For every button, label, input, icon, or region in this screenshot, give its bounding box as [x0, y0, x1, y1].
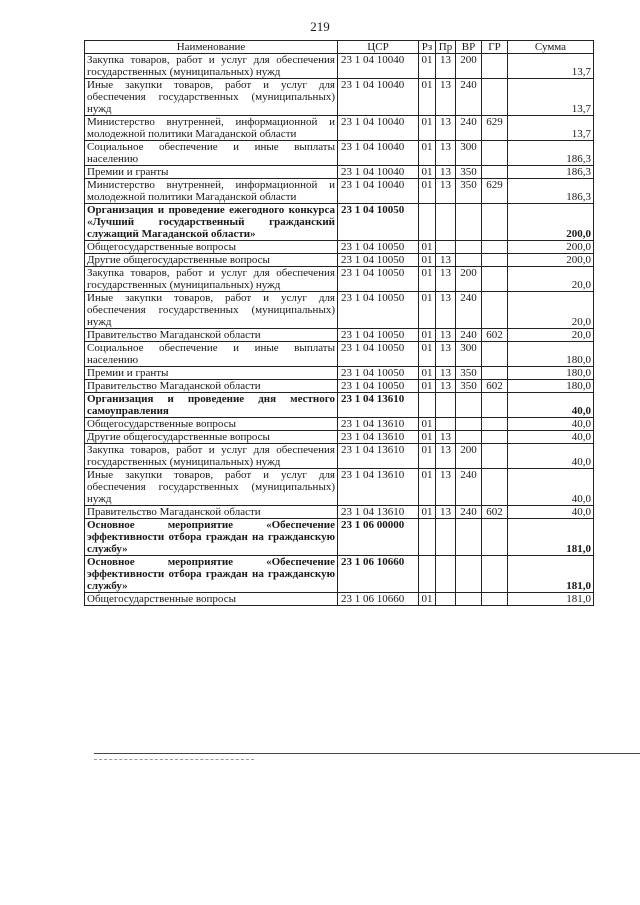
row-sum-cell: 200,0	[508, 204, 594, 241]
row-vr-cell: 240	[456, 329, 482, 342]
row-rz-cell: 01	[419, 342, 436, 367]
table-row	[85, 292, 594, 329]
table-row	[85, 519, 594, 556]
row-csr-cell: 23 1 04 10040	[338, 116, 419, 141]
row-pr-cell: 13	[436, 469, 456, 506]
row-name-cell: Правительство Магаданской области	[85, 380, 338, 393]
row-rz-cell: 01	[419, 444, 436, 469]
row-pr-cell: 13	[436, 367, 456, 380]
table-row	[85, 179, 594, 204]
row-rz-cell: 01	[419, 267, 436, 292]
row-vr-cell	[456, 418, 482, 431]
row-rz-cell: 01	[419, 292, 436, 329]
table-row	[85, 254, 594, 267]
row-sum-cell: 186,3	[508, 166, 594, 179]
row-pr-cell: 13	[436, 166, 456, 179]
scan-artifact-noise	[94, 759, 254, 760]
row-sum-cell: 200,0	[508, 254, 594, 267]
table-row	[85, 329, 594, 342]
row-csr-cell: 23 1 06 10660	[338, 556, 419, 593]
row-csr-cell: 23 1 04 13610	[338, 431, 419, 444]
header-csr: ЦСР	[338, 41, 419, 54]
row-gr-cell	[482, 342, 508, 367]
table-row	[85, 418, 594, 431]
row-vr-cell	[456, 241, 482, 254]
row-rz-cell: 01	[419, 166, 436, 179]
row-sum-cell: 186,3	[508, 141, 594, 166]
table-row	[85, 166, 594, 179]
row-sum-cell: 13,7	[508, 116, 594, 141]
row-gr-cell: 629	[482, 179, 508, 204]
row-vr-cell	[456, 393, 482, 418]
row-sum-cell: 40,0	[508, 393, 594, 418]
row-sum-cell: 13,7	[508, 79, 594, 116]
row-pr-cell	[436, 241, 456, 254]
row-rz-cell: 01	[419, 79, 436, 116]
table-row	[85, 393, 594, 418]
row-rz-cell	[419, 519, 436, 556]
row-name-cell: Закупка товаров, работ и услуг для обеспечения государственных (муниципальных) нужд	[85, 54, 338, 79]
row-sum-cell: 20,0	[508, 292, 594, 329]
row-name-cell: Другие общегосударственные вопросы	[85, 254, 338, 267]
row-gr-cell	[482, 166, 508, 179]
row-gr-cell	[482, 431, 508, 444]
row-pr-cell	[436, 593, 456, 606]
row-pr-cell: 13	[436, 431, 456, 444]
table-row	[85, 54, 594, 79]
row-pr-cell: 13	[436, 506, 456, 519]
row-csr-cell: 23 1 04 10040	[338, 141, 419, 166]
table-row	[85, 556, 594, 593]
row-name-cell: Правительство Магаданской области	[85, 329, 338, 342]
row-pr-cell: 13	[436, 342, 456, 367]
row-sum-cell: 186,3	[508, 179, 594, 204]
row-name-cell: Премии и гранты	[85, 367, 338, 380]
row-pr-cell	[436, 519, 456, 556]
table-header-row	[85, 41, 594, 54]
row-sum-cell: 181,0	[508, 593, 594, 606]
row-name-cell: Иные закупки товаров, работ и услуг для обеспечения государственных (муниципальных) нужд	[85, 292, 338, 329]
row-name-cell: Правительство Магаданской области	[85, 506, 338, 519]
table-row	[85, 241, 594, 254]
row-rz-cell: 01	[419, 54, 436, 79]
row-vr-cell: 240	[456, 506, 482, 519]
row-vr-cell: 350	[456, 380, 482, 393]
row-name-cell: Организация и проведение ежегодного конкурса «Лучший государственный гражданский служащий Магаданской области»	[85, 204, 338, 241]
row-gr-cell	[482, 54, 508, 79]
row-gr-cell: 602	[482, 329, 508, 342]
row-csr-cell: 23 1 04 13610	[338, 506, 419, 519]
row-csr-cell: 23 1 04 13610	[338, 393, 419, 418]
row-name-cell: Закупка товаров, работ и услуг для обеспечения государственных (муниципальных) нужд	[85, 267, 338, 292]
row-csr-cell: 23 1 04 13610	[338, 418, 419, 431]
row-vr-cell	[456, 556, 482, 593]
row-rz-cell: 01	[419, 418, 436, 431]
row-pr-cell: 13	[436, 179, 456, 204]
row-pr-cell	[436, 418, 456, 431]
row-vr-cell: 350	[456, 367, 482, 380]
table-row	[85, 506, 594, 519]
table-row	[85, 431, 594, 444]
row-sum-cell: 20,0	[508, 267, 594, 292]
row-rz-cell: 01	[419, 141, 436, 166]
row-sum-cell: 181,0	[508, 519, 594, 556]
row-csr-cell: 23 1 04 10040	[338, 79, 419, 116]
row-sum-cell: 40,0	[508, 469, 594, 506]
row-rz-cell: 01	[419, 116, 436, 141]
row-rz-cell: 01	[419, 329, 436, 342]
budget-table	[84, 40, 594, 606]
header-gr: ГР	[482, 41, 508, 54]
row-gr-cell	[482, 367, 508, 380]
row-gr-cell	[482, 79, 508, 116]
row-vr-cell	[456, 431, 482, 444]
row-gr-cell	[482, 141, 508, 166]
row-rz-cell: 01	[419, 241, 436, 254]
page-number: 219	[310, 19, 330, 34]
row-rz-cell: 01	[419, 254, 436, 267]
row-name-cell: Министерство внутренней, информационной и молодежной политики Магаданской области	[85, 179, 338, 204]
row-name-cell: Основное мероприятие «Обеспечение эффективности отбора граждан на гражданскую службу»	[85, 519, 338, 556]
row-vr-cell	[456, 593, 482, 606]
row-pr-cell: 13	[436, 292, 456, 329]
row-rz-cell: 01	[419, 593, 436, 606]
row-gr-cell	[482, 593, 508, 606]
row-csr-cell: 23 1 04 10050	[338, 267, 419, 292]
row-rz-cell	[419, 556, 436, 593]
row-vr-cell: 240	[456, 79, 482, 116]
table-row	[85, 380, 594, 393]
row-name-cell: Другие общегосударственные вопросы	[85, 431, 338, 444]
row-csr-cell: 23 1 04 10040	[338, 54, 419, 79]
row-pr-cell: 13	[436, 54, 456, 79]
row-vr-cell: 200	[456, 54, 482, 79]
row-csr-cell: 23 1 06 00000	[338, 519, 419, 556]
row-gr-cell	[482, 254, 508, 267]
row-csr-cell: 23 1 04 10050	[338, 329, 419, 342]
row-vr-cell	[456, 519, 482, 556]
row-gr-cell	[482, 393, 508, 418]
row-vr-cell: 200	[456, 267, 482, 292]
row-gr-cell	[482, 204, 508, 241]
scan-artifact-line	[94, 753, 640, 754]
row-csr-cell: 23 1 04 10050	[338, 204, 419, 241]
row-csr-cell: 23 1 04 10050	[338, 367, 419, 380]
table-row	[85, 116, 594, 141]
row-csr-cell: 23 1 04 10040	[338, 166, 419, 179]
row-gr-cell	[482, 519, 508, 556]
row-rz-cell: 01	[419, 506, 436, 519]
row-gr-cell	[482, 469, 508, 506]
row-gr-cell	[482, 267, 508, 292]
row-name-cell: Общегосударственные вопросы	[85, 241, 338, 254]
row-rz-cell	[419, 393, 436, 418]
row-csr-cell: 23 1 04 10050	[338, 342, 419, 367]
row-vr-cell: 200	[456, 444, 482, 469]
table-row	[85, 469, 594, 506]
row-name-cell: Организация и проведение дня местного самоуправления	[85, 393, 338, 418]
row-pr-cell: 13	[436, 267, 456, 292]
row-gr-cell	[482, 556, 508, 593]
row-vr-cell: 350	[456, 179, 482, 204]
row-name-cell: Социальное обеспечение и иные выплаты населению	[85, 141, 338, 166]
row-gr-cell	[482, 444, 508, 469]
row-rz-cell	[419, 204, 436, 241]
row-vr-cell: 240	[456, 469, 482, 506]
row-pr-cell: 13	[436, 79, 456, 116]
row-gr-cell	[482, 292, 508, 329]
row-csr-cell: 23 1 04 10050	[338, 241, 419, 254]
row-vr-cell: 240	[456, 116, 482, 141]
row-pr-cell: 13	[436, 254, 456, 267]
row-gr-cell: 629	[482, 116, 508, 141]
row-csr-cell: 23 1 04 10050	[338, 380, 419, 393]
row-rz-cell: 01	[419, 469, 436, 506]
row-pr-cell: 13	[436, 444, 456, 469]
row-sum-cell: 40,0	[508, 506, 594, 519]
header-pr: Пр	[436, 41, 456, 54]
row-pr-cell: 13	[436, 116, 456, 141]
header-rz: Рз	[419, 41, 436, 54]
row-gr-cell: 602	[482, 380, 508, 393]
row-name-cell: Иные закупки товаров, работ и услуг для обеспечения государственных (муниципальных) нужд	[85, 469, 338, 506]
row-vr-cell	[456, 254, 482, 267]
table-row	[85, 267, 594, 292]
table-row	[85, 342, 594, 367]
table-row	[85, 444, 594, 469]
row-sum-cell: 180,0	[508, 367, 594, 380]
row-pr-cell	[436, 556, 456, 593]
row-vr-cell: 240	[456, 292, 482, 329]
row-sum-cell: 180,0	[508, 342, 594, 367]
row-name-cell: Премии и гранты	[85, 166, 338, 179]
row-rz-cell: 01	[419, 380, 436, 393]
row-vr-cell: 350	[456, 166, 482, 179]
header-name: Наименование	[85, 41, 338, 54]
row-pr-cell: 13	[436, 329, 456, 342]
row-sum-cell: 13,7	[508, 54, 594, 79]
row-csr-cell: 23 1 06 10660	[338, 593, 419, 606]
header-vr: ВР	[456, 41, 482, 54]
row-vr-cell: 300	[456, 342, 482, 367]
table-row	[85, 79, 594, 116]
row-csr-cell: 23 1 04 10050	[338, 292, 419, 329]
row-csr-cell: 23 1 04 13610	[338, 444, 419, 469]
row-name-cell: Основное мероприятие «Обеспечение эффективности отбора граждан на гражданскую службу»	[85, 556, 338, 593]
row-sum-cell: 20,0	[508, 329, 594, 342]
table-row	[85, 204, 594, 241]
row-vr-cell	[456, 204, 482, 241]
row-rz-cell: 01	[419, 179, 436, 204]
row-gr-cell	[482, 241, 508, 254]
row-name-cell: Социальное обеспечение и иные выплаты населению	[85, 342, 338, 367]
row-name-cell: Общегосударственные вопросы	[85, 418, 338, 431]
row-rz-cell: 01	[419, 431, 436, 444]
row-gr-cell	[482, 418, 508, 431]
row-sum-cell: 181,0	[508, 556, 594, 593]
row-gr-cell: 602	[482, 506, 508, 519]
row-rz-cell: 01	[419, 367, 436, 380]
row-name-cell: Иные закупки товаров, работ и услуг для обеспечения государственных (муниципальных) нужд	[85, 79, 338, 116]
row-vr-cell: 300	[456, 141, 482, 166]
row-sum-cell: 180,0	[508, 380, 594, 393]
table-row	[85, 367, 594, 380]
row-name-cell: Закупка товаров, работ и услуг для обеспечения государственных (муниципальных) нужд	[85, 444, 338, 469]
row-csr-cell: 23 1 04 10040	[338, 179, 419, 204]
row-sum-cell: 200,0	[508, 241, 594, 254]
row-pr-cell: 13	[436, 380, 456, 393]
table-row	[85, 141, 594, 166]
row-sum-cell: 40,0	[508, 431, 594, 444]
row-name-cell: Министерство внутренней, информационной и молодежной политики Магаданской области	[85, 116, 338, 141]
row-name-cell: Общегосударственные вопросы	[85, 593, 338, 606]
row-csr-cell: 23 1 04 10050	[338, 254, 419, 267]
row-csr-cell: 23 1 04 13610	[338, 469, 419, 506]
header-sum: Сумма	[508, 41, 594, 54]
row-sum-cell: 40,0	[508, 418, 594, 431]
row-pr-cell	[436, 393, 456, 418]
row-pr-cell	[436, 204, 456, 241]
row-pr-cell: 13	[436, 141, 456, 166]
row-sum-cell: 40,0	[508, 444, 594, 469]
table-row	[85, 593, 594, 606]
